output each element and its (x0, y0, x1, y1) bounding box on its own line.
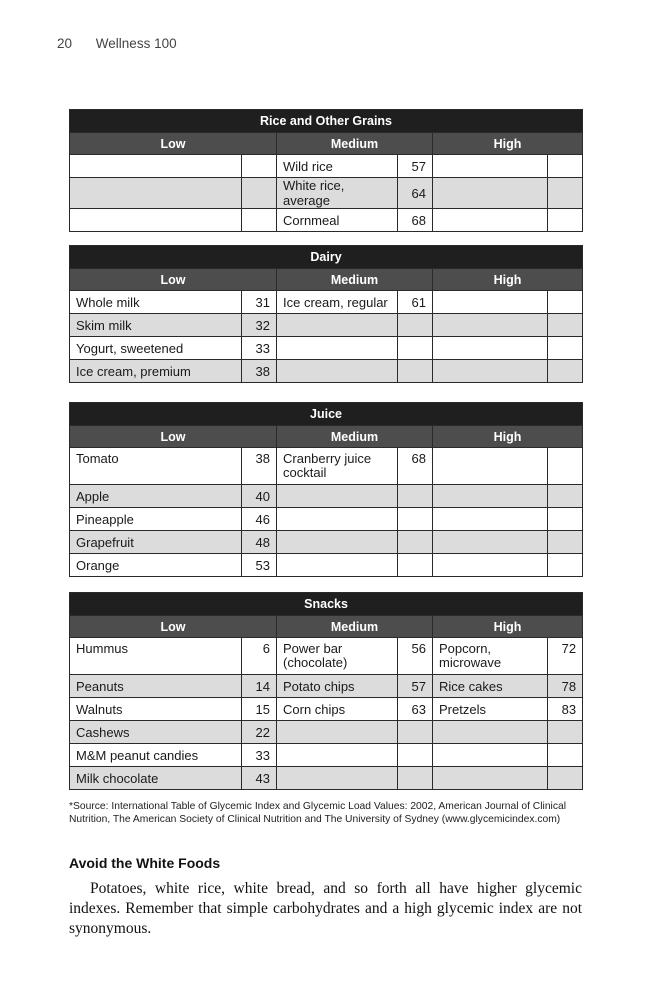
low-gi: 6 (242, 638, 277, 675)
low-food: Walnuts (70, 698, 242, 721)
table-row (70, 744, 583, 767)
medium-gi: 64 (398, 178, 433, 209)
column-header-medium: Medium (277, 616, 433, 638)
low-food: Hummus (70, 638, 242, 675)
medium-food (277, 554, 398, 577)
high-food (433, 744, 548, 767)
table-row (70, 291, 583, 314)
medium-food: Ice cream, regular (277, 291, 398, 314)
table-row (70, 508, 583, 531)
low-gi: 53 (242, 554, 277, 577)
high-gi (548, 178, 583, 209)
high-food (433, 721, 548, 744)
low-food: M&M peanut candies (70, 744, 242, 767)
high-gi (548, 448, 583, 485)
low-food: Pineapple (70, 508, 242, 531)
low-gi: 38 (242, 360, 277, 383)
medium-food: Cornmeal (277, 209, 398, 232)
medium-gi (398, 314, 433, 337)
low-food: Milk chocolate (70, 767, 242, 790)
low-gi: 31 (242, 291, 277, 314)
low-gi: 38 (242, 448, 277, 485)
table-row (70, 698, 583, 721)
high-food (433, 485, 548, 508)
high-gi (548, 209, 583, 232)
high-gi (548, 554, 583, 577)
column-header-high: High (433, 426, 583, 448)
low-gi: 33 (242, 744, 277, 767)
medium-food: White rice, average (277, 178, 398, 209)
table-row (70, 209, 583, 232)
low-food: Skim milk (70, 314, 242, 337)
low-food (70, 155, 242, 178)
table-title: Snacks (70, 593, 583, 616)
medium-food: Potato chips (277, 675, 398, 698)
medium-gi (398, 744, 433, 767)
high-food: Pretzels (433, 698, 548, 721)
high-food (433, 767, 548, 790)
high-gi (548, 337, 583, 360)
high-gi (548, 508, 583, 531)
column-header-low: Low (70, 133, 277, 155)
medium-food: Wild rice (277, 155, 398, 178)
medium-food (277, 360, 398, 383)
medium-food (277, 767, 398, 790)
gi-table-snacks (69, 592, 583, 790)
high-food (433, 360, 548, 383)
medium-gi (398, 508, 433, 531)
high-food (433, 554, 548, 577)
table-row (70, 178, 583, 209)
table-row (70, 554, 583, 577)
column-header-medium: Medium (277, 426, 433, 448)
gi-table-rice-grains (69, 109, 583, 232)
low-gi: 46 (242, 508, 277, 531)
table-row (70, 314, 583, 337)
running-header (57, 36, 177, 51)
medium-gi: 61 (398, 291, 433, 314)
table-row (70, 675, 583, 698)
high-gi (548, 744, 583, 767)
medium-food: Power bar (chocolate) (277, 638, 398, 675)
low-food: Peanuts (70, 675, 242, 698)
medium-gi (398, 554, 433, 577)
column-header-high: High (433, 616, 583, 638)
high-gi: 78 (548, 675, 583, 698)
high-gi (548, 291, 583, 314)
column-header-low: Low (70, 269, 277, 291)
low-gi: 33 (242, 337, 277, 360)
low-food: Apple (70, 485, 242, 508)
medium-gi (398, 485, 433, 508)
high-food (433, 508, 548, 531)
medium-food: Cranberry juice cocktail (277, 448, 398, 485)
medium-food (277, 337, 398, 360)
low-food: Tomato (70, 448, 242, 485)
book-title: Wellness 100 (95, 36, 177, 51)
high-gi: 72 (548, 638, 583, 675)
medium-gi: 56 (398, 638, 433, 675)
table-row (70, 638, 583, 675)
high-food: Popcorn, microwave (433, 638, 548, 675)
high-gi (548, 155, 583, 178)
column-header-medium: Medium (277, 133, 433, 155)
high-food (433, 155, 548, 178)
table-title: Juice (70, 403, 583, 426)
gi-table-dairy (69, 245, 583, 383)
high-food (433, 337, 548, 360)
low-food (70, 178, 242, 209)
medium-gi: 68 (398, 209, 433, 232)
low-gi (242, 209, 277, 232)
medium-gi (398, 767, 433, 790)
medium-food (277, 485, 398, 508)
table-row (70, 360, 583, 383)
low-gi (242, 155, 277, 178)
column-header-low: Low (70, 616, 277, 638)
table-row (70, 155, 583, 178)
high-gi (548, 314, 583, 337)
high-food (433, 178, 548, 209)
high-gi: 83 (548, 698, 583, 721)
high-food (433, 448, 548, 485)
medium-gi (398, 531, 433, 554)
section-heading: Avoid the White Foods (69, 855, 221, 871)
low-food: Grapefruit (70, 531, 242, 554)
low-gi: 48 (242, 531, 277, 554)
medium-gi (398, 721, 433, 744)
body-paragraph: Potatoes, white rice, white bread, and so forth all have higher glycemic indexes. Remember that simple carbohydrates and a high glycemic index are not synonymous. (69, 880, 582, 937)
high-gi (548, 360, 583, 383)
table-title: Rice and Other Grains (70, 110, 583, 133)
medium-gi: 63 (398, 698, 433, 721)
low-gi (242, 178, 277, 209)
low-gi: 43 (242, 767, 277, 790)
column-header-medium: Medium (277, 269, 433, 291)
low-food: Yogurt, sweetened (70, 337, 242, 360)
high-gi (548, 721, 583, 744)
high-food (433, 531, 548, 554)
column-header-high: High (433, 133, 583, 155)
medium-food (277, 744, 398, 767)
high-gi (548, 531, 583, 554)
table-row (70, 767, 583, 790)
medium-food (277, 531, 398, 554)
high-food (433, 209, 548, 232)
high-gi (548, 767, 583, 790)
high-food (433, 291, 548, 314)
high-food (433, 314, 548, 337)
medium-gi (398, 360, 433, 383)
high-gi (548, 485, 583, 508)
low-gi: 15 (242, 698, 277, 721)
table-row (70, 337, 583, 360)
low-food: Ice cream, premium (70, 360, 242, 383)
source-footnote: *Source: International Table of Glycemic Index and Glycemic Load Values: 2002, American Journal of Clinical Nutrition, The American Society of Clinical Nutrition and The University of Sydney (www.glycemicindex.com) (69, 801, 566, 825)
page-number: 20 (57, 36, 73, 51)
column-header-low: Low (70, 426, 277, 448)
table-row (70, 531, 583, 554)
medium-gi: 57 (398, 155, 433, 178)
low-gi: 40 (242, 485, 277, 508)
table-row (70, 485, 583, 508)
low-gi: 32 (242, 314, 277, 337)
medium-food (277, 721, 398, 744)
table-row (70, 448, 583, 485)
table-row (70, 721, 583, 744)
medium-food (277, 508, 398, 531)
low-food: Cashews (70, 721, 242, 744)
column-header-high: High (433, 269, 583, 291)
low-gi: 14 (242, 675, 277, 698)
medium-gi: 57 (398, 675, 433, 698)
low-food: Whole milk (70, 291, 242, 314)
table-title: Dairy (70, 246, 583, 269)
medium-food (277, 314, 398, 337)
medium-gi: 68 (398, 448, 433, 485)
low-food: Orange (70, 554, 242, 577)
gi-table-juice (69, 402, 583, 577)
medium-food: Corn chips (277, 698, 398, 721)
low-food (70, 209, 242, 232)
low-gi: 22 (242, 721, 277, 744)
medium-gi (398, 337, 433, 360)
high-food: Rice cakes (433, 675, 548, 698)
